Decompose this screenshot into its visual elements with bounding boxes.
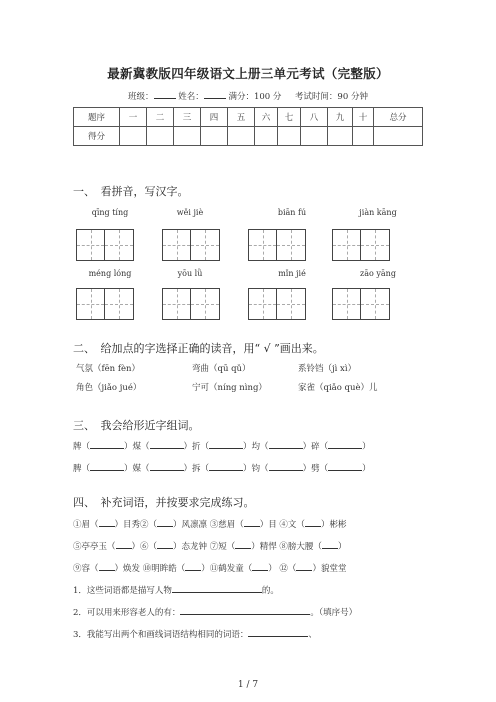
answer-blank[interactable] xyxy=(235,540,251,549)
answer-blank[interactable] xyxy=(172,584,262,593)
writing-grid[interactable] xyxy=(76,288,134,320)
answer-blank[interactable] xyxy=(150,462,184,471)
answer-blank[interactable] xyxy=(244,518,260,527)
pinyin: biān fú xyxy=(277,208,307,217)
reading-option[interactable]: 角色（jiǎo jué） xyxy=(76,383,142,393)
pinyin: yōu lǜ xyxy=(177,269,203,278)
question-2: 2．可以用来形容老人的有： 。（填序号） xyxy=(73,608,358,618)
header-cell: 九 xyxy=(328,108,353,127)
section2-title: 二、 给加点的字选择正确的读音，用“ √ ”画出来。 xyxy=(73,342,324,355)
answer-blank[interactable] xyxy=(322,540,338,549)
answer-blank[interactable] xyxy=(157,540,173,549)
answer-blank[interactable] xyxy=(296,562,312,571)
answer-blank[interactable] xyxy=(150,440,184,449)
writing-grid[interactable] xyxy=(332,288,390,320)
question-3: 3．我能写出两个和画线词语结构相同的词语： 、 xyxy=(73,630,317,640)
answer-blank[interactable] xyxy=(269,462,303,471)
score-row-label: 得分 xyxy=(74,127,120,146)
word-row: 牌（ ）煤（ ）折（ ）均（ ）碎（ ） xyxy=(73,442,371,452)
header-cell: 一 xyxy=(120,108,147,127)
idiom-row: ⑤亭亭玉（ ）⑥（ ）态龙钟 ⑦短（ ）精悍 ⑧膀大腰（ ） xyxy=(73,542,347,552)
score-table xyxy=(73,107,423,146)
answer-blank[interactable] xyxy=(157,518,173,527)
reading-option[interactable]: 弯曲（qū qǔ） xyxy=(192,364,251,374)
header-cell: 八 xyxy=(301,108,328,127)
header-cell: 三 xyxy=(174,108,201,127)
score-cell[interactable] xyxy=(328,127,353,146)
pinyin: méng lóng xyxy=(88,269,132,278)
reading-option[interactable]: 系铃铛（jì xì） xyxy=(298,364,357,374)
header-cell: 四 xyxy=(201,108,228,127)
reading-option[interactable]: 宁可（níng nìng） xyxy=(192,383,267,393)
writing-grid[interactable] xyxy=(332,229,390,261)
word-row: 脾（ ）媒（ ）拆（ ）钧（ ）劈（ ） xyxy=(73,464,371,474)
header-cell: 六 xyxy=(255,108,278,127)
writing-grid[interactable] xyxy=(248,229,306,261)
answer-blank[interactable] xyxy=(209,462,243,471)
answer-blank[interactable] xyxy=(90,440,124,449)
score-cell[interactable] xyxy=(120,127,147,146)
pinyin: wěi jiè xyxy=(176,208,204,217)
answer-blank[interactable] xyxy=(99,518,115,527)
answer-blank[interactable] xyxy=(248,628,308,637)
answer-blank[interactable] xyxy=(185,562,201,571)
answer-blank[interactable] xyxy=(269,440,303,449)
score-row xyxy=(74,127,423,146)
score-cell[interactable] xyxy=(201,127,228,146)
reading-option[interactable]: 家雀（qiǎo què）儿 xyxy=(298,383,378,393)
pinyin: mǐn jié xyxy=(278,269,306,278)
header-cell: 题序 xyxy=(74,108,120,127)
score-header-row xyxy=(74,108,423,127)
score-cell[interactable] xyxy=(278,127,301,146)
answer-blank[interactable] xyxy=(328,440,362,449)
header-cell: 二 xyxy=(147,108,174,127)
score-cell[interactable] xyxy=(301,127,328,146)
header-cell: 五 xyxy=(228,108,255,127)
answer-blank[interactable] xyxy=(328,462,362,471)
class-blank[interactable] xyxy=(154,90,176,99)
idiom-row: ⑨容（ ）焕发 ⑩明眸皓（ ）⑪鹤发童（ ） ⑫（ ）貌堂堂 xyxy=(73,564,347,574)
section4-title: 四、 补充词语，并按要求完成练习。 xyxy=(73,496,255,509)
answer-blank[interactable] xyxy=(305,518,321,527)
answer-blank[interactable] xyxy=(252,562,268,571)
question-1: 1．这些词语都是描写人物 的。 xyxy=(73,586,279,596)
pinyin: zāo yāng xyxy=(360,269,396,278)
answer-blank[interactable] xyxy=(99,562,115,571)
exam-meta: 班级： 姓名： 满分：100 分 考试时间：90 分钟 xyxy=(128,92,368,102)
name-blank[interactable] xyxy=(204,90,226,99)
score-cell[interactable] xyxy=(147,127,174,146)
page-number: 1 / 7 xyxy=(237,680,259,690)
header-cell: 七 xyxy=(278,108,301,127)
score-cell[interactable] xyxy=(374,127,423,146)
page-title: 最新冀教版四年级语文上册三单元考试（完整版） xyxy=(107,66,389,81)
pinyin: qīng tíng xyxy=(91,208,129,217)
answer-blank[interactable] xyxy=(209,440,243,449)
writing-grid[interactable] xyxy=(162,229,220,261)
score-cell[interactable] xyxy=(353,127,374,146)
writing-grid[interactable] xyxy=(162,288,220,320)
header-cell: 总分 xyxy=(374,108,423,127)
writing-grid[interactable] xyxy=(248,288,306,320)
writing-grid[interactable] xyxy=(76,229,134,261)
pinyin: jiàn kāng xyxy=(359,208,397,217)
idiom-row: ①眉（ ）目秀②（ ）风凛凛 ③慈眉（ ）目 ④文（ ）彬彬 xyxy=(73,520,347,530)
answer-blank[interactable] xyxy=(116,540,132,549)
header-cell: 十 xyxy=(353,108,374,127)
section1-title: 一、 看拼音，写汉字。 xyxy=(73,185,189,198)
score-cell[interactable] xyxy=(228,127,255,146)
section3-title: 三、 我会给形近字组词。 xyxy=(73,419,200,432)
score-cell[interactable] xyxy=(255,127,278,146)
answer-blank[interactable] xyxy=(180,606,310,615)
answer-blank[interactable] xyxy=(90,462,124,471)
score-cell[interactable] xyxy=(174,127,201,146)
reading-option[interactable]: 气氛（fēn fèn） xyxy=(76,364,141,374)
